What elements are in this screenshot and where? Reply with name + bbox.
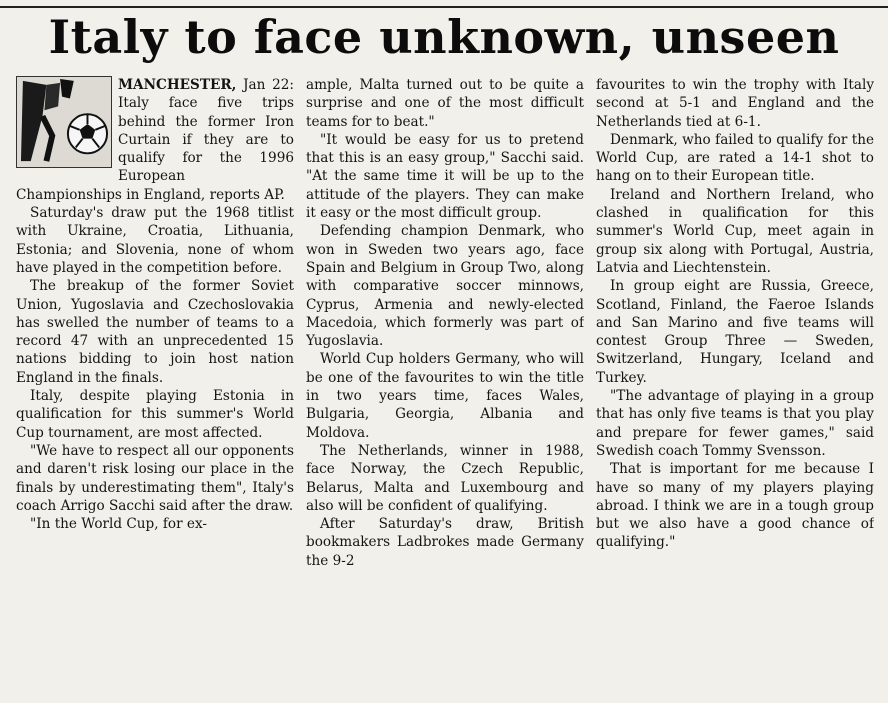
paragraph: "It would be easy for us to pretend that this is an easy group," Sacchi said. "At the same time it will be up to the attitude of the players. They can make it easy or the most difficult group. — [306, 131, 584, 222]
paragraph: "In the World Cup, for ex- — [30, 516, 207, 533]
paragraph: Italy, despite playing Estonia in qualification for this summer's World Cup tournament, are most affected. — [16, 388, 294, 441]
paragraph: The breakup of the former Soviet Union, Yugoslavia and Czechoslovakia has swelled the number of teams to a record 47 with an unprecedented 15 nations bidding to join host nation England in the finals. — [16, 278, 294, 386]
paragraph: ample, Malta turned out to be quite a surprise and one of the most difficult teams for to beat." — [306, 77, 584, 130]
paragraph: After Saturday's draw, British bookmakers Ladbrokes made Germany the 9-2 — [306, 516, 584, 569]
paragraph: favourites to win the trophy with Italy second at 5-1 and England and the Netherlands tied at 6-1. — [596, 77, 874, 130]
article-body — [16, 76, 874, 696]
paragraph: "We have to respect all our opponents and daren't risk losing our place in the finals by underestimating them", Italy's coach Arrigo Sacchi said after the draw. — [16, 442, 294, 514]
football-player-icon — [16, 76, 112, 168]
paragraph: World Cup holders Germany, who will be one of the favourites to win the title in two years time, faces Wales, Bulgaria, Georgia, Albania and Moldova. — [306, 351, 584, 441]
paragraph: That is important for me because I have so many of my players playing abroad. I think we are in a tough group but we also have a good chance of qualifying." — [596, 461, 874, 551]
column-2 — [306, 76, 584, 696]
dateline: MANCHESTER, — [118, 77, 237, 93]
paragraph: Saturday's draw put the 1968 titlist with Ukraine, Croatia, Lithuania, Estonia; and Slovenia, none of whom have played in the competition before. — [16, 205, 294, 276]
headline: Italy to face unknown, unseen — [48, 10, 840, 64]
paragraph: Denmark, who failed to qualify for the World Cup, are rated a 14-1 shot to hang on to their European title. — [596, 131, 874, 185]
paragraph: In group eight are Russia, Greece, Scotland, Finland, the Faeroe Islands and San Marino and five teams will contest Group Three — Sweden, Switzerland, Hungary, Iceland and Turkey. — [596, 278, 874, 386]
column-3 — [596, 76, 874, 696]
paragraph: "The advantage of playing in a group that has only five teams is that you play and prepare for fewer games," said Swedish coach Tommy Svensson. — [596, 388, 874, 459]
paragraph: The Netherlands, winner in 1988, face Norway, the Czech Republic, Belarus, Malta and Luxembourg and also will be confident of qualifying. — [306, 442, 584, 514]
paragraph: Ireland and Northern Ireland, who clashed in qualification for this summer's World Cup, meet again in group six along with Portugal, Austria, Latvia and Liechtenstein. — [596, 186, 874, 276]
paragraph: Jan 22: Italy face five trips behind the former Iron Curtain if they are to qualify for the 1996 European Championships in England, reports AP. — [16, 77, 294, 203]
paragraph: Defending champion Denmark, who won in Sweden two years ago, face Spain and Belgium in Group Two, along with comparative soccer minnows, Cyprus, Armenia and newly-elected Macedoia, which formerly was part of Yugoslavia. — [306, 223, 584, 350]
column-1 — [16, 76, 294, 696]
